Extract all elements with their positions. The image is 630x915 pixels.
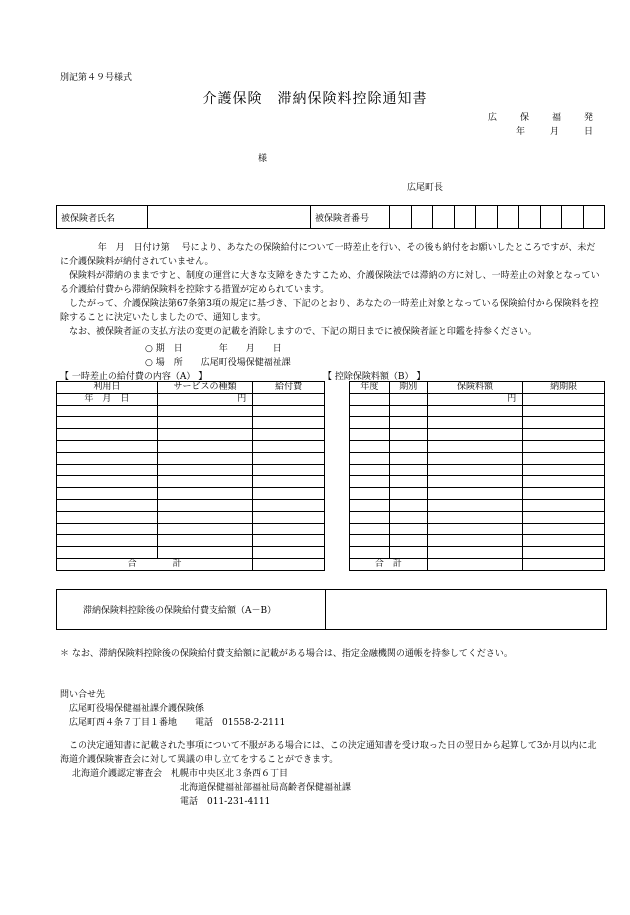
table-row (350, 464, 605, 476)
table-row (57, 440, 325, 452)
entry-cell[interactable] (57, 535, 158, 547)
entry-cell[interactable] (253, 499, 325, 511)
number-digit[interactable] (583, 206, 605, 229)
table-row (57, 523, 325, 535)
entry-cell[interactable] (427, 452, 523, 464)
entry-cell[interactable] (157, 440, 253, 452)
unit-cell (389, 393, 427, 405)
unit-cell (350, 393, 390, 405)
table-row (57, 535, 325, 547)
unit-cell: 円 (427, 393, 523, 405)
board-phone: 電話 011-231-4111 (180, 797, 271, 807)
entry-cell[interactable] (427, 476, 523, 488)
insured-info-table (56, 205, 605, 229)
docno-char: 保 (519, 113, 529, 123)
entry-cell[interactable] (57, 417, 158, 429)
entry-cell[interactable] (389, 547, 427, 559)
number-digit[interactable] (540, 206, 562, 229)
contact-office: 広尾町役場保健福祉課介護保険係 (69, 704, 205, 714)
entry-cell[interactable] (350, 440, 390, 452)
entry-cell[interactable] (389, 440, 427, 452)
number-digit[interactable] (454, 206, 476, 229)
divider (325, 590, 326, 629)
entry-cell[interactable] (157, 464, 253, 476)
entry-cell[interactable] (389, 476, 427, 488)
entry-cell[interactable] (253, 417, 325, 429)
entry-cell[interactable] (389, 417, 427, 429)
body-text (60, 241, 600, 339)
entry-cell[interactable] (389, 452, 427, 464)
entry-cell[interactable] (523, 547, 605, 559)
entry-cell[interactable] (523, 452, 605, 464)
entry-cell[interactable] (523, 499, 605, 511)
table-row (350, 488, 605, 500)
board-dept: 北海道保健福祉部福祉局高齢者保健福祉課 (180, 783, 352, 793)
review-board (72, 767, 351, 809)
total-row (57, 558, 325, 570)
entry-cell[interactable] (57, 405, 158, 417)
entry-cell[interactable] (350, 499, 390, 511)
table-row (350, 440, 605, 452)
column-header: 給付費 (253, 382, 325, 394)
entry-cell[interactable] (253, 452, 325, 464)
entry-cell[interactable] (57, 440, 158, 452)
total-cell[interactable] (253, 558, 325, 570)
appeal-text: この決定通知書に記載された事項について不服がある場合には、この決定通知書を受け取った日の翌日から起算して3か月以内に北海道介護保険審査会に対して異議の申し立てをすることができます。 (60, 741, 597, 765)
entry-cell[interactable] (57, 429, 158, 441)
entry-cell[interactable] (157, 452, 253, 464)
entry-cell[interactable] (253, 523, 325, 535)
section-b-title: 【 控除保険料額（B） 】 (323, 372, 426, 382)
date-year: 年 (516, 127, 526, 137)
entry-cell[interactable] (350, 452, 390, 464)
entry-cell[interactable] (350, 547, 390, 559)
entry-cell[interactable] (427, 511, 523, 523)
number-digit[interactable] (433, 206, 455, 229)
docno-char: 福 (551, 113, 561, 123)
entry-cell[interactable] (157, 547, 253, 559)
entry-cell[interactable] (523, 535, 605, 547)
entry-cell[interactable] (253, 547, 325, 559)
total-label: 合 計 (57, 558, 253, 570)
entry-cell[interactable] (427, 523, 523, 535)
column-header: サービスの種類 (157, 382, 253, 394)
unit-cell (253, 393, 325, 405)
entry-cell[interactable] (350, 523, 390, 535)
entry-cell[interactable] (57, 499, 158, 511)
number-digit[interactable] (476, 206, 498, 229)
entry-cell[interactable] (57, 488, 158, 500)
entry-cell[interactable] (57, 547, 158, 559)
entry-cell[interactable] (389, 511, 427, 523)
number-digit[interactable] (497, 206, 519, 229)
entry-cell[interactable] (523, 440, 605, 452)
entry-cell[interactable] (350, 464, 390, 476)
table-row (57, 499, 325, 511)
entry-cell[interactable] (350, 429, 390, 441)
table-row (350, 405, 605, 417)
entry-cell[interactable] (427, 535, 523, 547)
name-field[interactable] (148, 206, 311, 229)
addressee-suffix: 様 (258, 154, 268, 164)
column-header: 保険料額 (427, 382, 523, 394)
column-header: 期別 (389, 382, 427, 394)
entry-cell[interactable] (389, 429, 427, 441)
entry-cell[interactable] (523, 488, 605, 500)
entry-cell[interactable] (523, 523, 605, 535)
column-header: 年度 (350, 382, 390, 394)
contact-address: 広尾町西４条７丁目１番地 電話 01558-2-2111 (69, 718, 286, 728)
number-digit[interactable] (519, 206, 541, 229)
entry-cell[interactable] (389, 405, 427, 417)
entry-cell[interactable] (427, 488, 523, 500)
paragraph: 保険料が滞納のままですと、制度の運営に大きな支障をきたすこため、介護保険法では滞納の方に対し、一時差止の対象となっている介護給付費から滞納保険料を控除する措置が定められています。 (60, 271, 600, 295)
column-header: 納期限 (523, 382, 605, 394)
entry-cell[interactable] (57, 523, 158, 535)
entry-cell[interactable] (427, 547, 523, 559)
entry-cell[interactable] (157, 499, 253, 511)
entry-cell[interactable] (350, 476, 390, 488)
entry-cell[interactable] (350, 405, 390, 417)
paragraph: なお、被保険者証の支払方法の変更の記載を消除しますので、下記の期日までに被保険者証と印鑑を持参ください。 (69, 327, 537, 337)
table-row (350, 417, 605, 429)
entry-cell[interactable] (350, 488, 390, 500)
entry-cell[interactable] (57, 511, 158, 523)
date-day: 日 (583, 127, 593, 137)
entry-cell[interactable] (523, 464, 605, 476)
entry-cell[interactable] (350, 535, 390, 547)
entry-cell[interactable] (427, 429, 523, 441)
section-a-title: 【 一時差止の給付費の内容（A） 】 (60, 372, 208, 382)
entry-cell[interactable] (350, 511, 390, 523)
entry-cell[interactable] (157, 429, 253, 441)
entry-cell[interactable] (523, 476, 605, 488)
contact-heading: 問い合せ先 (60, 690, 106, 700)
table-row (350, 511, 605, 523)
entry-cell[interactable] (389, 499, 427, 511)
contact-block (60, 688, 285, 730)
document-number (488, 110, 593, 123)
bankbook-note: ＊ なお、滞納保険料控除後の保険給付費支給額に記載がある場合は、指定金融機関の通帳を持参してください。 (60, 649, 513, 659)
unit-cell: 年 月 日 (57, 393, 158, 405)
deducted-premium-table (349, 381, 605, 571)
unit-cell: 円 (157, 393, 253, 405)
table-row (57, 511, 325, 523)
entry-cell[interactable] (253, 440, 325, 452)
table-row (350, 523, 605, 535)
entry-cell[interactable] (157, 511, 253, 523)
table-row (57, 476, 325, 488)
entry-cell[interactable] (253, 464, 325, 476)
appeal-notice (60, 739, 600, 767)
table-row (350, 535, 605, 547)
number-digit[interactable] (390, 206, 412, 229)
table-row (350, 429, 605, 441)
entry-cell[interactable] (253, 511, 325, 523)
table-row (350, 452, 605, 464)
table-row (350, 499, 605, 511)
table-row (57, 405, 325, 417)
number-digit[interactable] (411, 206, 433, 229)
unit-cell (523, 393, 605, 405)
entry-cell[interactable] (427, 417, 523, 429)
document-title: 介護保険 滞納保険料控除通知書 (202, 91, 428, 107)
suspended-benefits-table (56, 381, 325, 571)
board-address: 札幌市中央区北３条西６丁目 (171, 769, 289, 779)
entry-cell[interactable] (253, 405, 325, 417)
table-row (57, 464, 325, 476)
name-label: 被保険者氏名 (57, 206, 148, 229)
table-row (350, 547, 605, 559)
paragraph: 年 月 日付け第 号により、あなたの保険給付について一時差止を行い、その後も納付をお願いしたところですが、未だに介護保険料が納付されていません。 (60, 243, 596, 267)
entry-cell[interactable] (157, 476, 253, 488)
entry-cell[interactable] (157, 523, 253, 535)
entry-cell[interactable] (523, 429, 605, 441)
form-id: 別記第４９号様式 (60, 73, 133, 83)
entry-cell[interactable] (389, 488, 427, 500)
table-row (57, 488, 325, 500)
entry-cell[interactable] (253, 476, 325, 488)
entry-cell[interactable] (427, 464, 523, 476)
total-row (350, 558, 605, 570)
entry-cell[interactable] (57, 476, 158, 488)
number-digit[interactable] (562, 206, 584, 229)
meeting-date: ○ 期 日 年 月 日 (145, 344, 282, 354)
issuer: 広尾町長 (407, 183, 444, 193)
table-row (57, 547, 325, 559)
column-header: 利用日 (57, 382, 158, 394)
total-cell[interactable] (427, 558, 523, 570)
entry-cell[interactable] (253, 429, 325, 441)
entry-cell[interactable] (157, 405, 253, 417)
net-benefit-label: 滞納保険料控除後の保険給付費支給額（A－B） (83, 606, 277, 616)
entry-cell[interactable] (523, 511, 605, 523)
meeting-place: ○ 場 所 広尾町役場保健福祉課 (145, 358, 291, 368)
total-label: 合 計 (350, 558, 428, 570)
entry-cell[interactable] (350, 417, 390, 429)
entry-cell[interactable] (57, 452, 158, 464)
net-benefit-box (56, 589, 607, 630)
date-month: 月 (549, 127, 559, 137)
entry-cell[interactable] (157, 535, 253, 547)
docno-char: 広 (488, 113, 498, 123)
entry-cell[interactable] (389, 535, 427, 547)
entry-cell[interactable] (253, 535, 325, 547)
entry-cell[interactable] (427, 499, 523, 511)
total-cell[interactable] (523, 558, 605, 570)
entry-cell[interactable] (389, 523, 427, 535)
issue-date (516, 124, 593, 137)
entry-cell[interactable] (57, 464, 158, 476)
entry-cell[interactable] (523, 417, 605, 429)
entry-cell[interactable] (157, 488, 253, 500)
table-row (350, 476, 605, 488)
entry-cell[interactable] (157, 417, 253, 429)
entry-cell[interactable] (253, 488, 325, 500)
table-row (57, 429, 325, 441)
docno-char: 発 (583, 113, 593, 123)
entry-cell[interactable] (389, 464, 427, 476)
number-label: 被保険者番号 (311, 206, 390, 229)
entry-cell[interactable] (523, 405, 605, 417)
entry-cell[interactable] (427, 405, 523, 417)
table-row (57, 417, 325, 429)
board-name: 北海道介護認定審査会 (72, 769, 163, 779)
paragraph: したがって、介護保険法第67条第3項の規定に基づき、下記のとおり、あなたの一時差止対象となっている保険給付から保険料を控除することに決定いたしましたので、通知します。 (60, 299, 599, 323)
entry-cell[interactable] (427, 440, 523, 452)
table-row (57, 452, 325, 464)
